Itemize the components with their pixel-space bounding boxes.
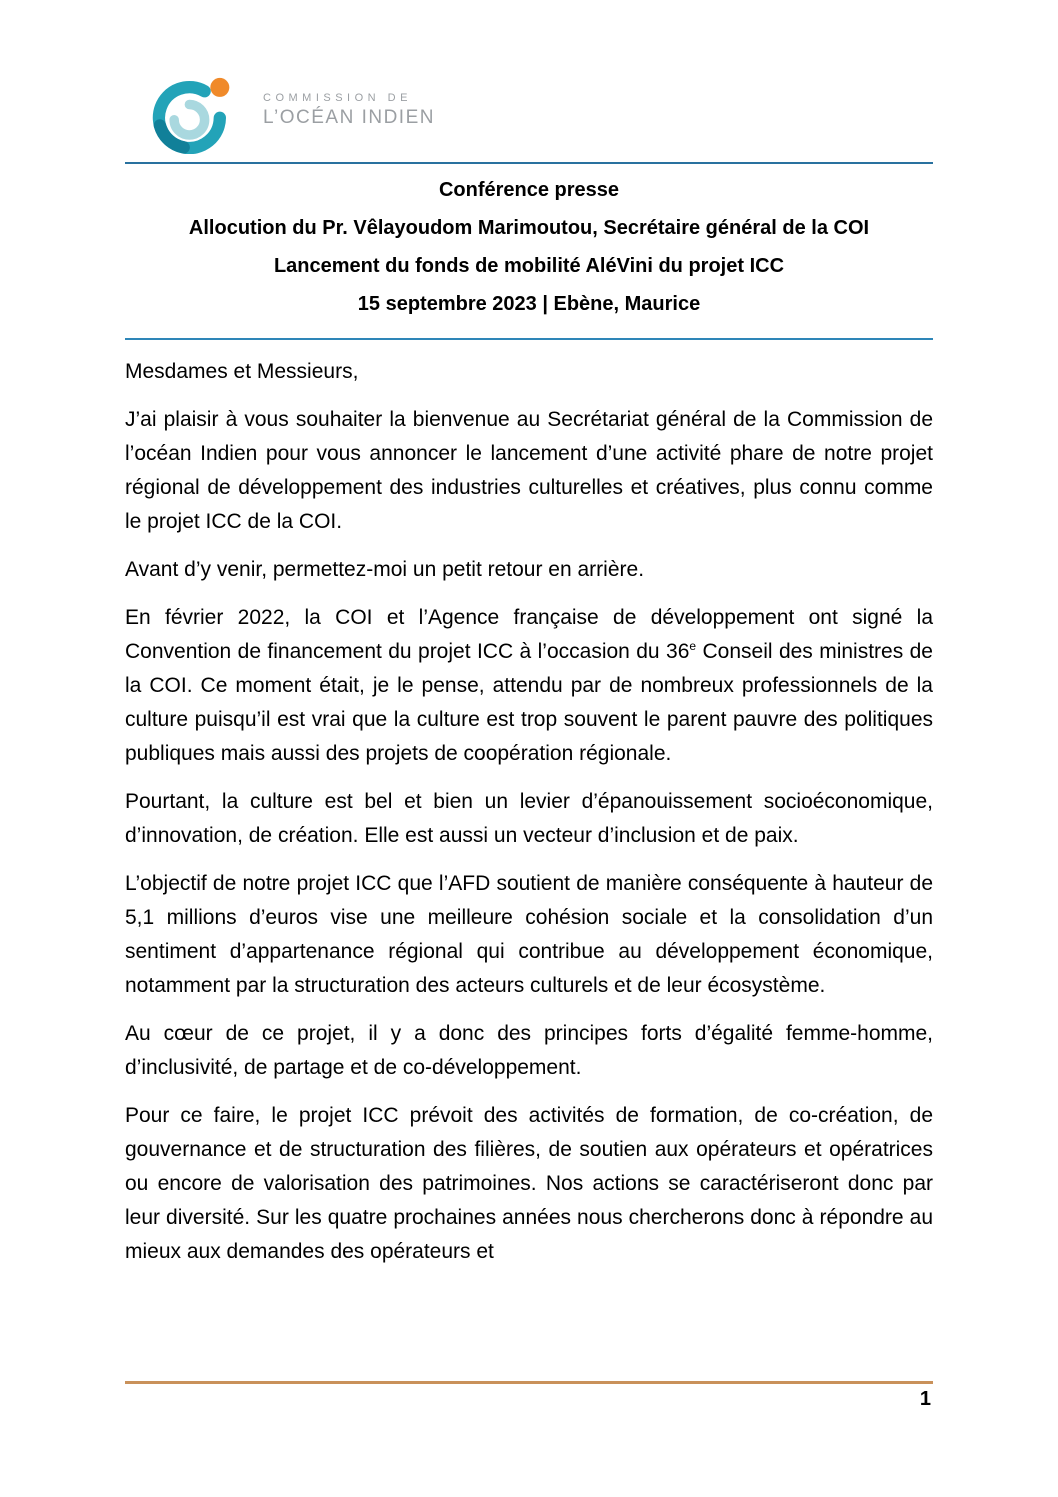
paragraph-activites: Pour ce faire, le projet ICC prévoit des activités de formation, de co-création, de gouvernance et de structuration des filières, de soutien aux opérateurs et opératrices ou encore de valorisation des patrimoines. Nos actions se caractériseront donc par leur diversité. Sur les quatre prochaines années nous chercherons donc à répondre au mieux aux demandes des opérateurs et bbox=[125, 1104, 933, 1263]
doc-title: Conférence presse bbox=[438, 179, 620, 201]
paragraph-retour: Avant d’y venir, permettez-moi un petit retour en arrière. bbox=[125, 558, 645, 581]
coi-logo bbox=[147, 0, 933, 154]
doc-subtitle-event: Lancement du fonds de mobilité AléVini du projet ICC bbox=[273, 255, 785, 277]
footer-rule bbox=[125, 1381, 933, 1384]
paragraph-convention bbox=[125, 601, 933, 771]
doc-dateline: 15 septembre 2023 | Ebène, Maurice bbox=[357, 293, 701, 315]
logo-wordmark bbox=[263, 76, 435, 129]
coi-swirl-icon bbox=[147, 76, 247, 154]
paragraph-convention-text: En février 2022, la COI et l’Agence française de développement ont signé la Convention de financement du projet ICC à l’occasion du 36 bbox=[125, 606, 933, 663]
paragraph-welcome: J’ai plaisir à vous souhaiter la bienvenue au Secrétariat général de la Commission de l’océan Indien pour vous annoncer le lancement d’une activité phare de notre projet régional de développement des industries culturelles et créatives, plus connu comme le projet ICC de la COI. bbox=[125, 408, 933, 533]
logo-org-prefix: COMMISSION DE bbox=[263, 92, 412, 104]
ordinal-superscript: e bbox=[689, 639, 697, 653]
paragraph-principes: Au cœur de ce projet, il y a donc des principes forts d’égalité femme-homme, d’inclusivité, de partage et de co-développement. bbox=[125, 1022, 933, 1079]
logo-org-name: L’OCÉAN INDIEN bbox=[263, 107, 435, 128]
salutation: Mesdames et Messieurs, bbox=[125, 360, 359, 383]
paragraph-objectif: L’objectif de notre projet ICC que l’AFD soutient de manière conséquente à hauteur de 5,1 millions d’euros vise une meilleure cohésion sociale et la consolidation d’un sentiment d’appartenance régional qui contribue au développement économique, notamment par la structuration des acteurs culturels et de leur écosystème. bbox=[125, 872, 933, 997]
document-body bbox=[125, 340, 933, 1269]
document-header bbox=[125, 164, 933, 338]
doc-subtitle-speaker: Allocution du Pr. Vêlayoudom Marimoutou, Secrétaire général de la COI bbox=[188, 217, 870, 239]
document-footer bbox=[125, 1381, 933, 1411]
paragraph-culture-levier: Pourtant, la culture est bel et bien un levier d’épanouissement socioéconomique, d’innovation, de création. Elle est aussi un vecteur d’inclusion et de paix. bbox=[125, 790, 933, 847]
paragraph-convention-text-cont: Conseil des ministres de la COI. Ce moment était, je le pense, attendu par de nombreux professionnels de la culture puisqu’il est vrai que la culture est trop souvent le parent pauvre des politiques publiques mais aussi des projets de coopération régionale. bbox=[125, 640, 933, 765]
page-number: 1 bbox=[919, 1388, 931, 1410]
